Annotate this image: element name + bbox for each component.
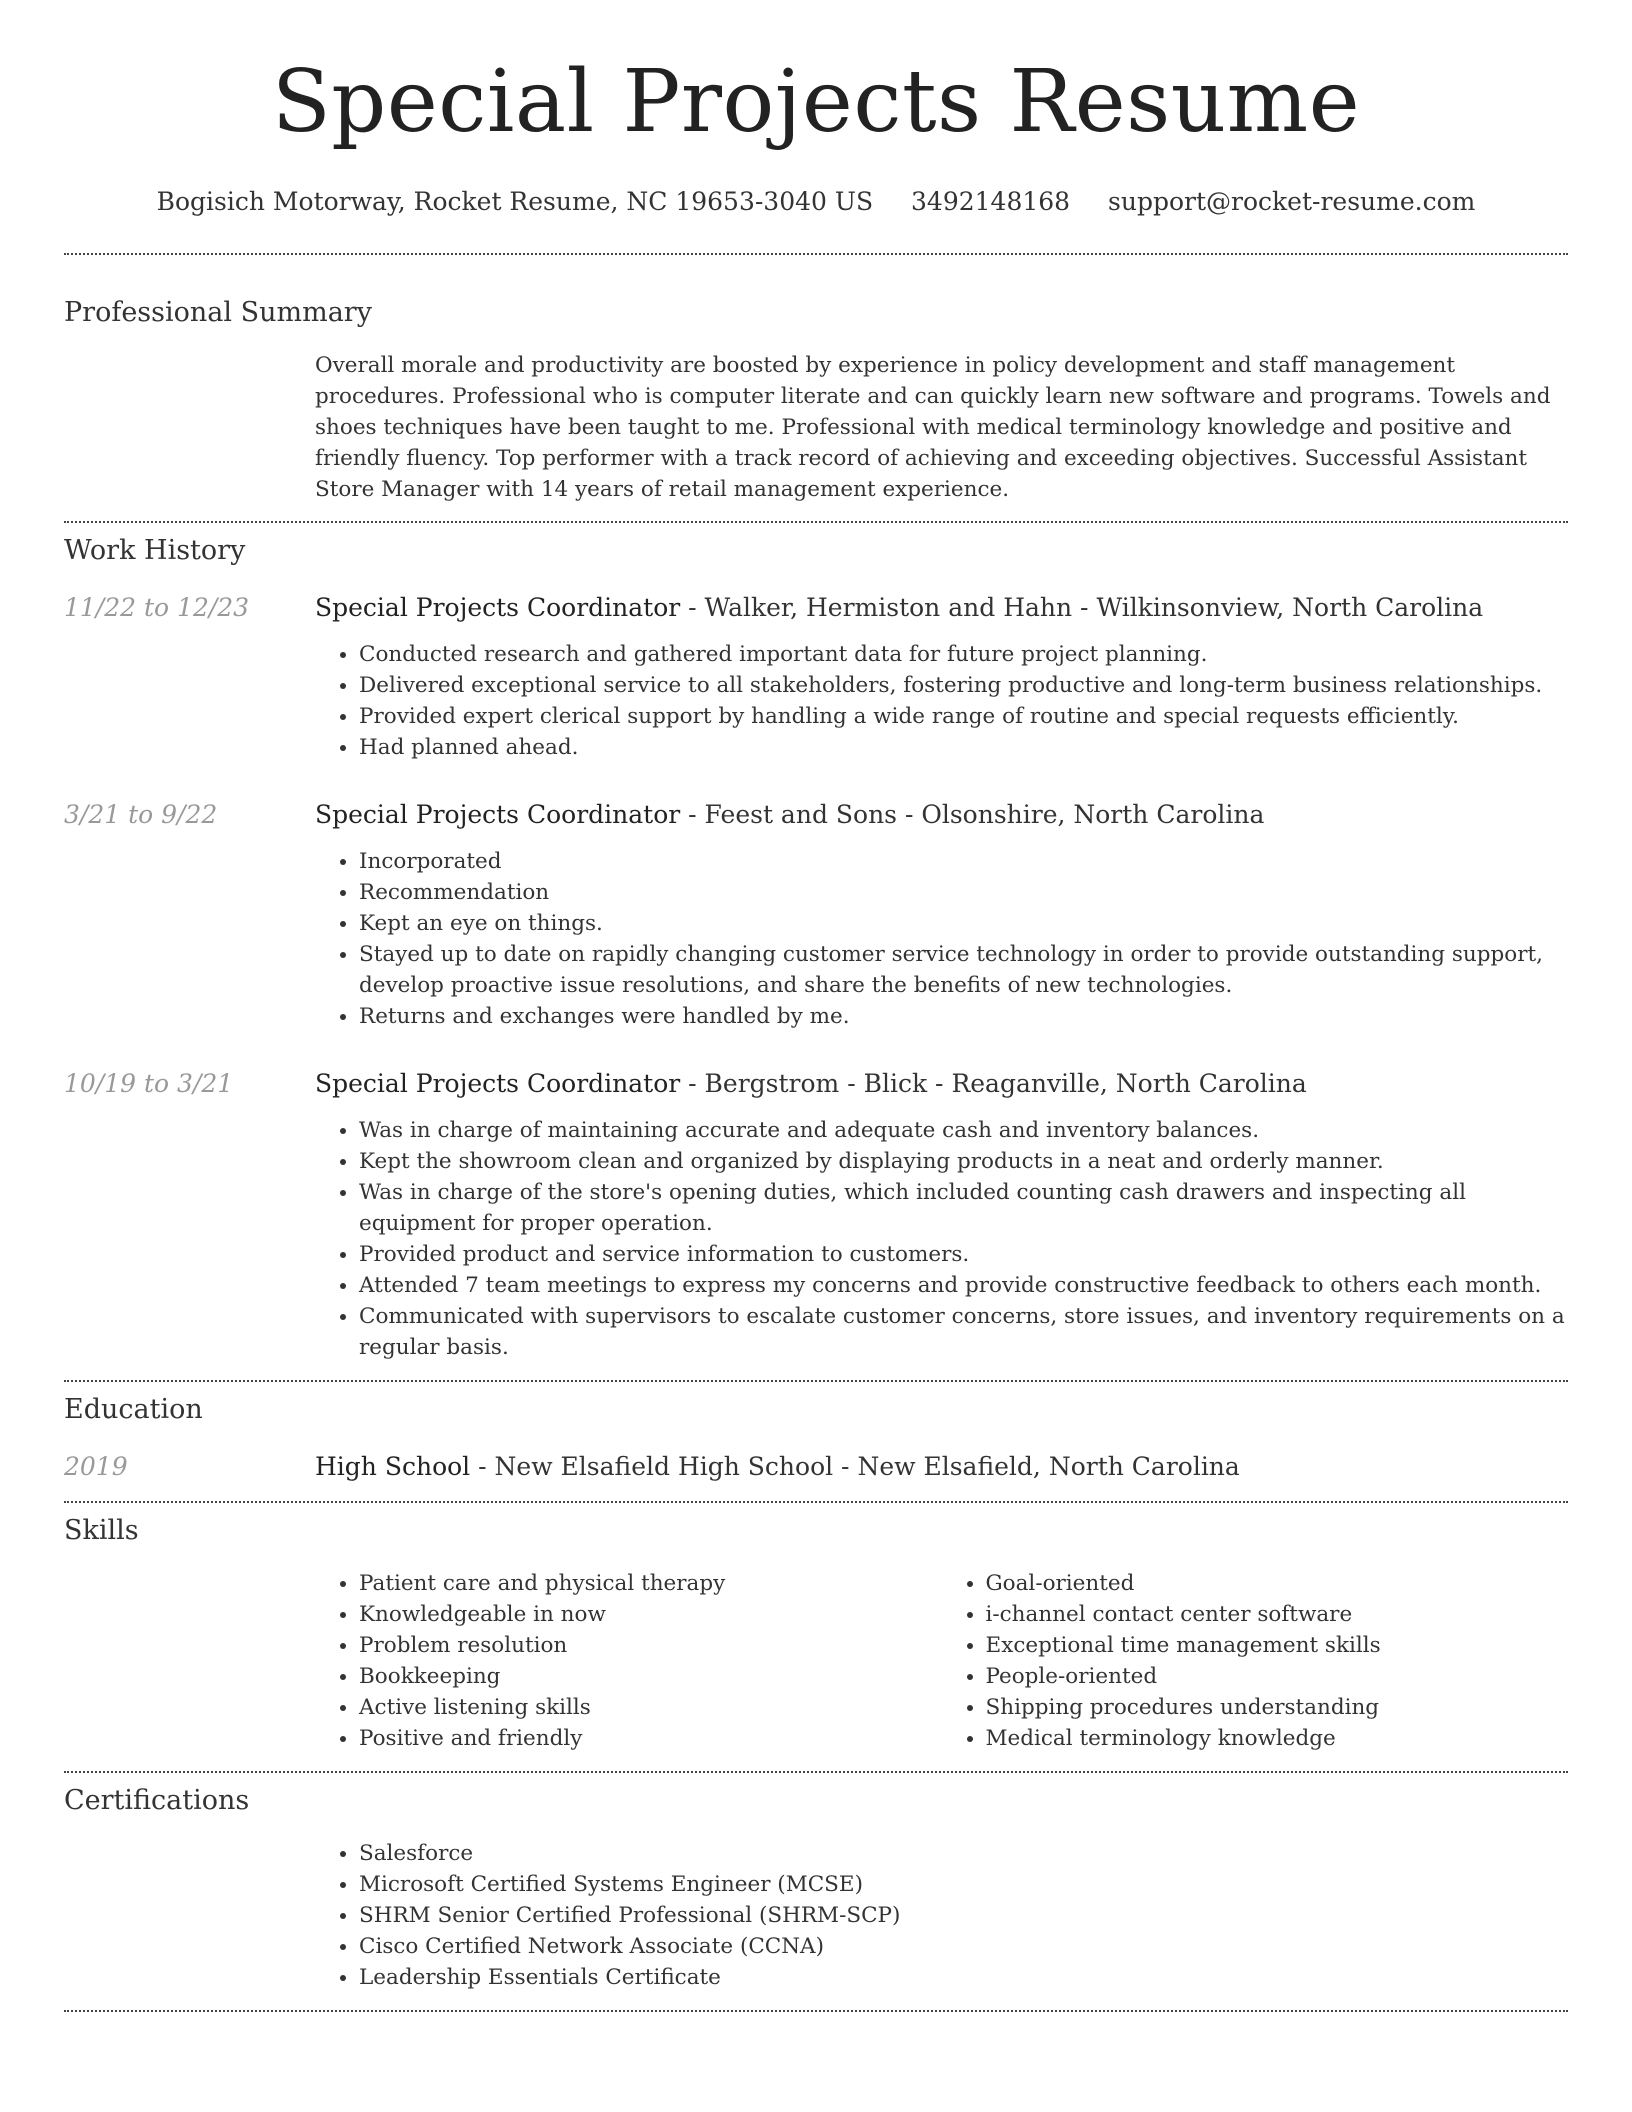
list-item: • SHRM Senior Certified Professional (SHRM-SCP)	[359, 1900, 1568, 1931]
list-item: • Exceptional time management skills	[986, 1630, 1569, 1661]
skills-row	[64, 1568, 1568, 1754]
education-entry	[64, 1451, 1568, 1483]
list-item: • Knowledgeable in now	[359, 1599, 942, 1630]
job-entry	[64, 592, 1568, 763]
list-item: • Active listening skills	[359, 1692, 942, 1723]
education-details: - New Elsafield High School - New Elsafield, North Carolina	[470, 1452, 1240, 1481]
job-title	[315, 799, 1568, 831]
list-item: • Goal-oriented	[986, 1568, 1569, 1599]
job-title	[315, 1068, 1568, 1100]
section-divider	[64, 1501, 1568, 1503]
list-item: • i-channel contact center software	[986, 1599, 1569, 1630]
list-item: • Was in charge of the store's opening duties, which included counting cash drawers and inspecting all equipment for proper operation.	[359, 1177, 1568, 1239]
summary-text: Overall morale and productivity are boosted by experience in policy development and staff management procedures. Professional who is computer literate and can quickly learn new software and programs. Towels and shoes techniques have been taught to me. Professional with medical terminology knowledge and positive and friendly fluency. Top performer with a track record of achieving and exceeding objectives. Successful Assistant Store Manager with 14 years of retail management experience.	[315, 353, 1551, 502]
contact-phone: 3492148168	[911, 187, 1071, 216]
education-date: 2019	[64, 1452, 128, 1481]
list-item: • Kept the showroom clean and organized by displaying products in a neat and orderly manner.	[359, 1146, 1568, 1177]
section-divider	[64, 1771, 1568, 1773]
list-item: • Salesforce	[359, 1838, 1568, 1869]
list-item: • Conducted research and gathered important data for future project planning.	[359, 639, 1568, 670]
summary-row	[64, 350, 1568, 505]
section-divider	[64, 521, 1568, 523]
list-item: • Kept an eye on things.	[359, 908, 1568, 939]
job-bullets	[315, 846, 1568, 1032]
job-role: Special Projects Coordinator	[315, 593, 681, 622]
list-item: • Delivered exceptional service to all stakeholders, fostering productive and long-term business relationships.	[359, 670, 1568, 701]
job-role: Special Projects Coordinator	[315, 1069, 681, 1098]
certifications-heading: Certifications	[64, 1785, 250, 1816]
list-item: • Microsoft Certified Systems Engineer (MCSE)	[359, 1869, 1568, 1900]
list-item: • Cisco Certified Network Associate (CCNA)	[359, 1931, 1568, 1962]
list-item: • Provided expert clerical support by handling a wide range of routine and special requests efficiently.	[359, 701, 1568, 732]
list-item: • Shipping procedures understanding	[986, 1692, 1569, 1723]
certifications-row	[64, 1838, 1568, 1993]
list-item: • Bookkeeping	[359, 1661, 942, 1692]
contact-line	[64, 186, 1568, 218]
section-divider	[64, 253, 1568, 255]
list-item: • Was in charge of maintaining accurate and adequate cash and inventory balances.	[359, 1115, 1568, 1146]
skills-list-left	[315, 1568, 942, 1754]
list-item: • Problem resolution	[359, 1630, 942, 1661]
list-item: • People-oriented	[986, 1661, 1569, 1692]
job-details: - Feest and Sons - Olsonshire, North Carolina	[680, 800, 1265, 829]
list-item: • Positive and friendly	[359, 1723, 942, 1754]
section-divider	[64, 1380, 1568, 1382]
list-item: • Provided product and service information to customers.	[359, 1239, 1568, 1270]
skills-heading: Skills	[64, 1515, 139, 1546]
list-item: • Patient care and physical therapy	[359, 1568, 942, 1599]
job-bullets	[315, 639, 1568, 763]
job-details: - Walker, Hermiston and Hahn - Wilkinsonview, North Carolina	[680, 593, 1484, 622]
list-item: • Stayed up to date on rapidly changing customer service technology in order to provide outstanding support, develop proactive issue resolutions, and share the benefits of new technologies.	[359, 939, 1568, 1001]
contact-email: support@rocket-resume.com	[1108, 187, 1476, 216]
list-item: • Leadership Essentials Certificate	[359, 1962, 1568, 1993]
job-details: - Bergstrom - Blick - Reaganville, North Carolina	[680, 1069, 1307, 1098]
certifications-list	[315, 1838, 1568, 1993]
resume-page	[64, 0, 1568, 2012]
summary-heading: Professional Summary	[64, 297, 372, 328]
section-divider	[64, 2010, 1568, 2012]
list-item: • Had planned ahead.	[359, 732, 1568, 763]
list-item: • Attended 7 team meetings to express my concerns and provide constructive feedback to others each month.	[359, 1270, 1568, 1301]
education-degree: High School	[315, 1452, 471, 1481]
list-item: • Communicated with supervisors to escalate customer concerns, store issues, and inventory requirements on a regular basis.	[359, 1301, 1568, 1363]
job-entry	[64, 799, 1568, 1032]
list-item: • Medical terminology knowledge	[986, 1723, 1569, 1754]
education-title	[315, 1451, 1568, 1483]
contact-address: Bogisich Motorway, Rocket Resume, NC 19653-3040 US	[156, 187, 874, 216]
list-item: • Incorporated	[359, 846, 1568, 877]
skills-list-right	[942, 1568, 1569, 1754]
job-dates: 3/21 to 9/22	[64, 800, 218, 829]
job-dates: 11/22 to 12/23	[64, 593, 250, 622]
skills-columns	[315, 1568, 1568, 1754]
resume-title: Special Projects Resume	[271, 52, 1361, 152]
list-item: • Returns and exchanges were handled by me.	[359, 1001, 1568, 1032]
job-title	[315, 592, 1568, 624]
job-bullets	[315, 1115, 1568, 1363]
job-role: Special Projects Coordinator	[315, 800, 681, 829]
work-history-heading: Work History	[64, 535, 246, 566]
job-entry	[64, 1068, 1568, 1363]
job-dates: 10/19 to 3/21	[64, 1069, 234, 1098]
education-heading: Education	[64, 1394, 203, 1425]
list-item: • Recommendation	[359, 877, 1568, 908]
